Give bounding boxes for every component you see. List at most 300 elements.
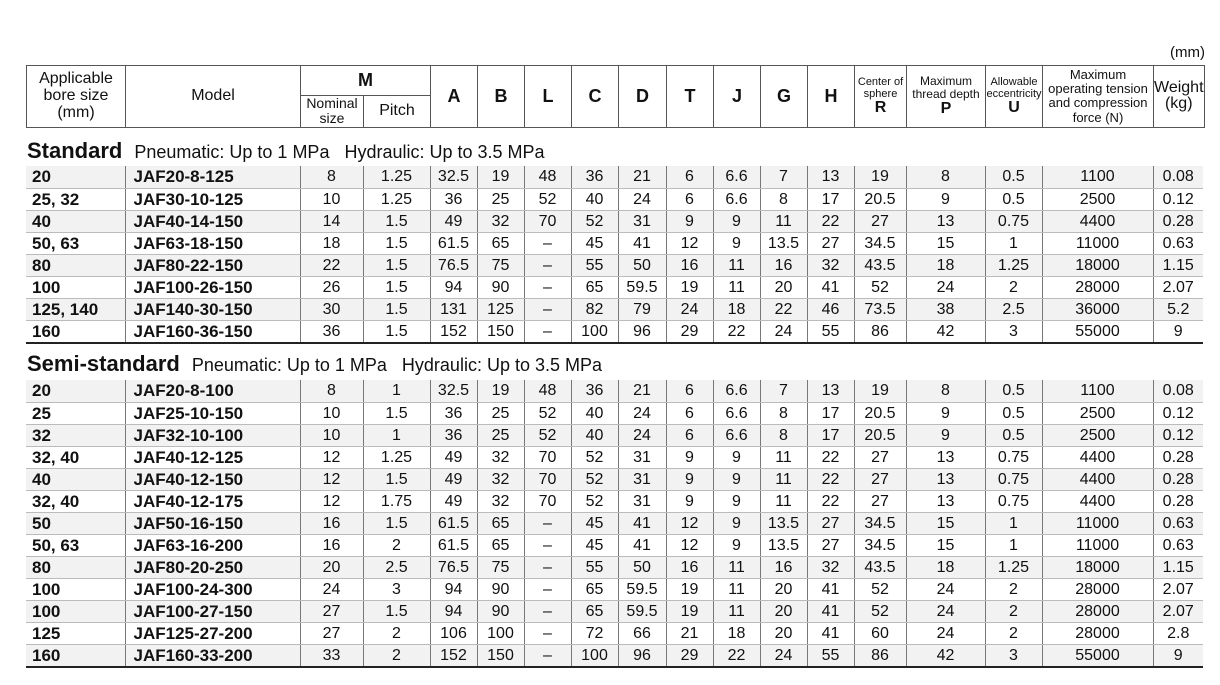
value-cell: 2500 <box>1042 402 1153 424</box>
value-cell: 1 <box>363 424 430 446</box>
value-cell: 28000 <box>1042 622 1153 644</box>
value-cell: – <box>524 644 571 667</box>
value-cell: 10 <box>300 424 363 446</box>
value-cell: 38 <box>906 298 985 320</box>
value-cell: 0.28 <box>1153 468 1203 490</box>
value-cell: 32 <box>477 490 524 512</box>
value-cell: 94 <box>430 578 477 600</box>
col-force: Maximum operating tension and compression force (N) <box>1043 66 1154 128</box>
model-cell: JAF100-24-300 <box>125 578 300 600</box>
value-cell: 9 <box>713 468 760 490</box>
model-cell: JAF40-12-175 <box>125 490 300 512</box>
value-cell: 0.08 <box>1153 380 1203 402</box>
value-cell: 0.12 <box>1153 188 1203 210</box>
value-cell: 13 <box>906 446 985 468</box>
value-cell: 17 <box>807 424 854 446</box>
value-cell: 17 <box>807 188 854 210</box>
model-cell: JAF50-16-150 <box>125 512 300 534</box>
value-cell: 10 <box>300 188 363 210</box>
table-row <box>26 210 1203 232</box>
value-cell: 0.5 <box>985 188 1042 210</box>
value-cell: 18 <box>300 232 363 254</box>
value-cell: 25 <box>477 188 524 210</box>
bore-cell: 100 <box>26 600 125 622</box>
value-cell: 52 <box>571 446 618 468</box>
value-cell: 11 <box>713 276 760 298</box>
table-row <box>26 166 1203 188</box>
value-cell: 16 <box>666 254 713 276</box>
value-cell: – <box>524 276 571 298</box>
value-cell: 0.75 <box>985 210 1042 232</box>
value-cell: 0.75 <box>985 468 1042 490</box>
value-cell: 125 <box>477 298 524 320</box>
bore-cell: 125 <box>26 622 125 644</box>
value-cell: 15 <box>906 232 985 254</box>
value-cell: – <box>524 578 571 600</box>
value-cell: 48 <box>524 166 571 188</box>
value-cell: 55 <box>571 254 618 276</box>
col-p <box>907 66 986 128</box>
value-cell: 18000 <box>1042 556 1153 578</box>
value-cell: 20 <box>760 578 807 600</box>
value-cell: 1.5 <box>363 402 430 424</box>
value-cell: 61.5 <box>430 232 477 254</box>
bore-cell: 20 <box>26 166 125 188</box>
value-cell: 43.5 <box>854 254 906 276</box>
value-cell: 27 <box>854 210 906 232</box>
value-cell: 1 <box>985 232 1042 254</box>
value-cell: 11 <box>760 490 807 512</box>
value-cell: 49 <box>430 468 477 490</box>
bore-cell: 50 <box>26 512 125 534</box>
value-cell: 48 <box>524 380 571 402</box>
value-cell: 1.5 <box>363 512 430 534</box>
value-cell: – <box>524 512 571 534</box>
value-cell: 41 <box>807 622 854 644</box>
bore-cell: 25 <box>26 402 125 424</box>
value-cell: 1 <box>363 380 430 402</box>
value-cell: 1.5 <box>363 210 430 232</box>
value-cell: 8 <box>906 380 985 402</box>
value-cell: 31 <box>618 446 666 468</box>
value-cell: 49 <box>430 210 477 232</box>
value-cell: 22 <box>760 298 807 320</box>
value-cell: 27 <box>300 600 363 622</box>
value-cell: 11 <box>760 210 807 232</box>
value-cell: 19 <box>666 578 713 600</box>
model-cell: JAF160-36-150 <box>125 320 300 343</box>
value-cell: 9 <box>666 210 713 232</box>
value-cell: 24 <box>618 188 666 210</box>
table-row <box>26 600 1203 622</box>
bore-cell: 125, 140 <box>26 298 125 320</box>
value-cell: 1.75 <box>363 490 430 512</box>
table-row <box>26 468 1203 490</box>
value-cell: 100 <box>571 320 618 343</box>
value-cell: 29 <box>666 320 713 343</box>
value-cell: 31 <box>618 490 666 512</box>
value-cell: 52 <box>524 424 571 446</box>
bore-cell: 32, 40 <box>26 446 125 468</box>
value-cell: 18 <box>906 556 985 578</box>
value-cell: 42 <box>906 320 985 343</box>
col-u-label: Allowable eccentricity <box>986 75 1042 100</box>
value-cell: 40 <box>571 402 618 424</box>
value-cell: 27 <box>854 446 906 468</box>
table-row <box>26 380 1203 402</box>
value-cell: 2 <box>985 600 1042 622</box>
value-cell: 86 <box>854 644 906 667</box>
value-cell: 24 <box>618 402 666 424</box>
value-cell: 22 <box>807 446 854 468</box>
value-cell: 0.63 <box>1153 512 1203 534</box>
model-cell: JAF20-8-100 <box>125 380 300 402</box>
value-cell: 33 <box>300 644 363 667</box>
section-subtitle: Pneumatic: Up to 1 MPa Hydraulic: Up to 3.5 MPa <box>191 355 603 375</box>
value-cell: 0.5 <box>985 402 1042 424</box>
value-cell: 36 <box>430 402 477 424</box>
value-cell: 9 <box>713 490 760 512</box>
value-cell: 1.5 <box>363 232 430 254</box>
value-cell: 0.63 <box>1153 534 1203 556</box>
bore-cell: 40 <box>26 468 125 490</box>
value-cell: 36 <box>430 188 477 210</box>
value-cell: 11 <box>713 254 760 276</box>
value-cell: 150 <box>477 320 524 343</box>
value-cell: 19 <box>666 600 713 622</box>
value-cell: 70 <box>524 468 571 490</box>
value-cell: 82 <box>571 298 618 320</box>
value-cell: 6.6 <box>713 166 760 188</box>
value-cell: 1.25 <box>363 166 430 188</box>
value-cell: 55 <box>807 320 854 343</box>
table-row <box>26 232 1203 254</box>
col-nominal: Nominal size <box>301 96 364 128</box>
value-cell: 4400 <box>1042 446 1153 468</box>
value-cell: 1.25 <box>985 556 1042 578</box>
col-m: M <box>301 66 431 96</box>
value-cell: 9 <box>666 446 713 468</box>
col-r <box>855 66 907 128</box>
value-cell: 90 <box>477 578 524 600</box>
value-cell: 13 <box>906 490 985 512</box>
bore-cell: 40 <box>26 210 125 232</box>
table-row <box>26 622 1203 644</box>
value-cell: 25 <box>477 402 524 424</box>
value-cell: 2 <box>363 644 430 667</box>
value-cell: 55 <box>571 556 618 578</box>
table-row <box>26 644 1203 667</box>
value-cell: 1.25 <box>363 446 430 468</box>
value-cell: 27 <box>807 512 854 534</box>
value-cell: 70 <box>524 210 571 232</box>
value-cell: 100 <box>477 622 524 644</box>
model-cell: JAF100-27-150 <box>125 600 300 622</box>
value-cell: 30 <box>300 298 363 320</box>
model-cell: JAF80-22-150 <box>125 254 300 276</box>
col-j: J <box>714 66 761 128</box>
value-cell: 45 <box>571 512 618 534</box>
value-cell: 42 <box>906 644 985 667</box>
value-cell: 1 <box>985 534 1042 556</box>
value-cell: 41 <box>807 578 854 600</box>
value-cell: 20 <box>760 600 807 622</box>
value-cell: – <box>524 600 571 622</box>
value-cell: 22 <box>807 490 854 512</box>
value-cell: 16 <box>666 556 713 578</box>
value-cell: – <box>524 232 571 254</box>
value-cell: 106 <box>430 622 477 644</box>
value-cell: 0.28 <box>1153 210 1203 232</box>
value-cell: 2.07 <box>1153 276 1203 298</box>
value-cell: 1.5 <box>363 320 430 343</box>
value-cell: 1.15 <box>1153 556 1203 578</box>
value-cell: 22 <box>807 210 854 232</box>
value-cell: 1.25 <box>985 254 1042 276</box>
value-cell: 6 <box>666 380 713 402</box>
value-cell: 27 <box>854 468 906 490</box>
value-cell: 152 <box>430 644 477 667</box>
value-cell: 2.07 <box>1153 578 1203 600</box>
value-cell: 52 <box>524 188 571 210</box>
value-cell: 1.5 <box>363 468 430 490</box>
value-cell: 2.07 <box>1153 600 1203 622</box>
col-l: L <box>525 66 572 128</box>
value-cell: 21 <box>666 622 713 644</box>
value-cell: 40 <box>571 188 618 210</box>
table-row <box>26 402 1203 424</box>
value-cell: 6 <box>666 166 713 188</box>
value-cell: 6.6 <box>713 424 760 446</box>
value-cell: 1100 <box>1042 380 1153 402</box>
value-cell: 73.5 <box>854 298 906 320</box>
value-cell: 18 <box>906 254 985 276</box>
col-p-label: Maximum thread depth <box>912 73 980 101</box>
value-cell: 18 <box>713 622 760 644</box>
bore-cell: 160 <box>26 644 125 667</box>
value-cell: 52 <box>524 402 571 424</box>
bore-cell: 80 <box>26 254 125 276</box>
value-cell: 11 <box>713 600 760 622</box>
value-cell: 13 <box>807 166 854 188</box>
value-cell: 16 <box>760 556 807 578</box>
col-b: B <box>478 66 525 128</box>
value-cell: 28000 <box>1042 276 1153 298</box>
value-cell: 2 <box>363 622 430 644</box>
value-cell: 36 <box>571 380 618 402</box>
value-cell: 32.5 <box>430 380 477 402</box>
model-cell: JAF80-20-250 <box>125 556 300 578</box>
value-cell: 12 <box>300 490 363 512</box>
value-cell: 6 <box>666 424 713 446</box>
value-cell: 94 <box>430 600 477 622</box>
semi-standard-table <box>26 380 1203 668</box>
value-cell: 9 <box>713 534 760 556</box>
value-cell: 24 <box>618 424 666 446</box>
value-cell: 24 <box>300 578 363 600</box>
col-c: C <box>572 66 619 128</box>
col-bore: Applicable bore size (mm) <box>27 66 126 128</box>
col-g: G <box>761 66 808 128</box>
value-cell: 2.8 <box>1153 622 1203 644</box>
value-cell: 24 <box>760 644 807 667</box>
value-cell: 9 <box>666 490 713 512</box>
value-cell: 27 <box>854 490 906 512</box>
value-cell: 55000 <box>1042 320 1153 343</box>
col-a: A <box>431 66 478 128</box>
value-cell: 24 <box>906 578 985 600</box>
value-cell: 52 <box>854 276 906 298</box>
value-cell: 2500 <box>1042 424 1153 446</box>
value-cell: – <box>524 534 571 556</box>
value-cell: 24 <box>760 320 807 343</box>
bore-cell: 50, 63 <box>26 534 125 556</box>
value-cell: 2.5 <box>363 556 430 578</box>
value-cell: 1 <box>985 512 1042 534</box>
bore-cell: 32, 40 <box>26 490 125 512</box>
value-cell: 32 <box>807 556 854 578</box>
model-cell: JAF40-12-125 <box>125 446 300 468</box>
table-row <box>26 446 1203 468</box>
value-cell: 52 <box>854 600 906 622</box>
value-cell: 11 <box>760 468 807 490</box>
value-cell: 41 <box>807 600 854 622</box>
section-title-standard <box>27 138 545 164</box>
bore-cell: 25, 32 <box>26 188 125 210</box>
value-cell: 4400 <box>1042 210 1153 232</box>
value-cell: 9 <box>906 402 985 424</box>
model-cell: JAF25-10-150 <box>125 402 300 424</box>
section-subtitle: Pneumatic: Up to 1 MPa Hydraulic: Up to 3.5 MPa <box>134 142 545 162</box>
value-cell: 50 <box>618 254 666 276</box>
value-cell: 22 <box>807 468 854 490</box>
unit-label: (mm) <box>1170 44 1205 61</box>
value-cell: 22 <box>713 320 760 343</box>
value-cell: 94 <box>430 276 477 298</box>
value-cell: 49 <box>430 490 477 512</box>
value-cell: 1.25 <box>363 188 430 210</box>
value-cell: 34.5 <box>854 512 906 534</box>
value-cell: 12 <box>666 534 713 556</box>
col-t: T <box>667 66 714 128</box>
value-cell: 65 <box>477 534 524 556</box>
bore-cell: 100 <box>26 276 125 298</box>
value-cell: 17 <box>807 402 854 424</box>
value-cell: 18000 <box>1042 254 1153 276</box>
col-h: H <box>808 66 855 128</box>
value-cell: 100 <box>571 644 618 667</box>
value-cell: 6 <box>666 188 713 210</box>
value-cell: 52 <box>854 578 906 600</box>
table-row <box>26 298 1203 320</box>
value-cell: 34.5 <box>854 534 906 556</box>
value-cell: 32 <box>807 254 854 276</box>
bore-cell: 80 <box>26 556 125 578</box>
value-cell: 11000 <box>1042 512 1153 534</box>
value-cell: 24 <box>906 600 985 622</box>
value-cell: 24 <box>666 298 713 320</box>
value-cell: 4400 <box>1042 490 1153 512</box>
value-cell: 34.5 <box>854 232 906 254</box>
col-u-symbol: U <box>1008 99 1020 117</box>
value-cell: 9 <box>713 210 760 232</box>
value-cell: 9 <box>906 424 985 446</box>
value-cell: 16 <box>300 534 363 556</box>
value-cell: 0.28 <box>1153 490 1203 512</box>
table-row <box>26 424 1203 446</box>
value-cell: 70 <box>524 490 571 512</box>
value-cell: 0.5 <box>985 424 1042 446</box>
value-cell: 1.15 <box>1153 254 1203 276</box>
model-cell: JAF160-33-200 <box>125 644 300 667</box>
value-cell: 0.63 <box>1153 232 1203 254</box>
value-cell: 2 <box>985 622 1042 644</box>
value-cell: 0.28 <box>1153 446 1203 468</box>
value-cell: 2.5 <box>985 298 1042 320</box>
bore-cell: 32 <box>26 424 125 446</box>
value-cell: 0.5 <box>985 380 1042 402</box>
value-cell: 52 <box>571 468 618 490</box>
value-cell: 9 <box>666 468 713 490</box>
value-cell: 11000 <box>1042 232 1153 254</box>
value-cell: 60 <box>854 622 906 644</box>
value-cell: 59.5 <box>618 276 666 298</box>
value-cell: 15 <box>906 512 985 534</box>
value-cell: 0.75 <box>985 446 1042 468</box>
value-cell: 1.5 <box>363 276 430 298</box>
value-cell: 22 <box>713 644 760 667</box>
value-cell: 45 <box>571 534 618 556</box>
model-cell: JAF100-26-150 <box>125 276 300 298</box>
value-cell: 1.5 <box>363 254 430 276</box>
value-cell: 65 <box>571 276 618 298</box>
value-cell: 45 <box>571 232 618 254</box>
value-cell: 90 <box>477 276 524 298</box>
table-row <box>26 578 1203 600</box>
value-cell: 3 <box>985 644 1042 667</box>
table-row <box>26 556 1203 578</box>
value-cell: 6 <box>666 402 713 424</box>
value-cell: 6.6 <box>713 402 760 424</box>
value-cell: 32 <box>477 210 524 232</box>
value-cell: 16 <box>760 254 807 276</box>
value-cell: 12 <box>300 468 363 490</box>
value-cell: 21 <box>618 166 666 188</box>
value-cell: 24 <box>906 622 985 644</box>
table-row <box>26 490 1203 512</box>
table-row <box>26 254 1203 276</box>
value-cell: 16 <box>300 512 363 534</box>
model-cell: JAF140-30-150 <box>125 298 300 320</box>
value-cell: 55 <box>807 644 854 667</box>
value-cell: 152 <box>430 320 477 343</box>
value-cell: 12 <box>666 232 713 254</box>
model-cell: JAF63-16-200 <box>125 534 300 556</box>
value-cell: 13.5 <box>760 232 807 254</box>
value-cell: 49 <box>430 446 477 468</box>
value-cell: 2 <box>363 534 430 556</box>
table-row <box>26 320 1203 343</box>
value-cell: 65 <box>477 232 524 254</box>
table-row <box>26 276 1203 298</box>
value-cell: 36 <box>571 166 618 188</box>
value-cell: 25 <box>477 424 524 446</box>
value-cell: 18 <box>713 298 760 320</box>
value-cell: 70 <box>524 446 571 468</box>
value-cell: 12 <box>300 446 363 468</box>
value-cell: 19 <box>477 380 524 402</box>
table-row <box>26 188 1203 210</box>
